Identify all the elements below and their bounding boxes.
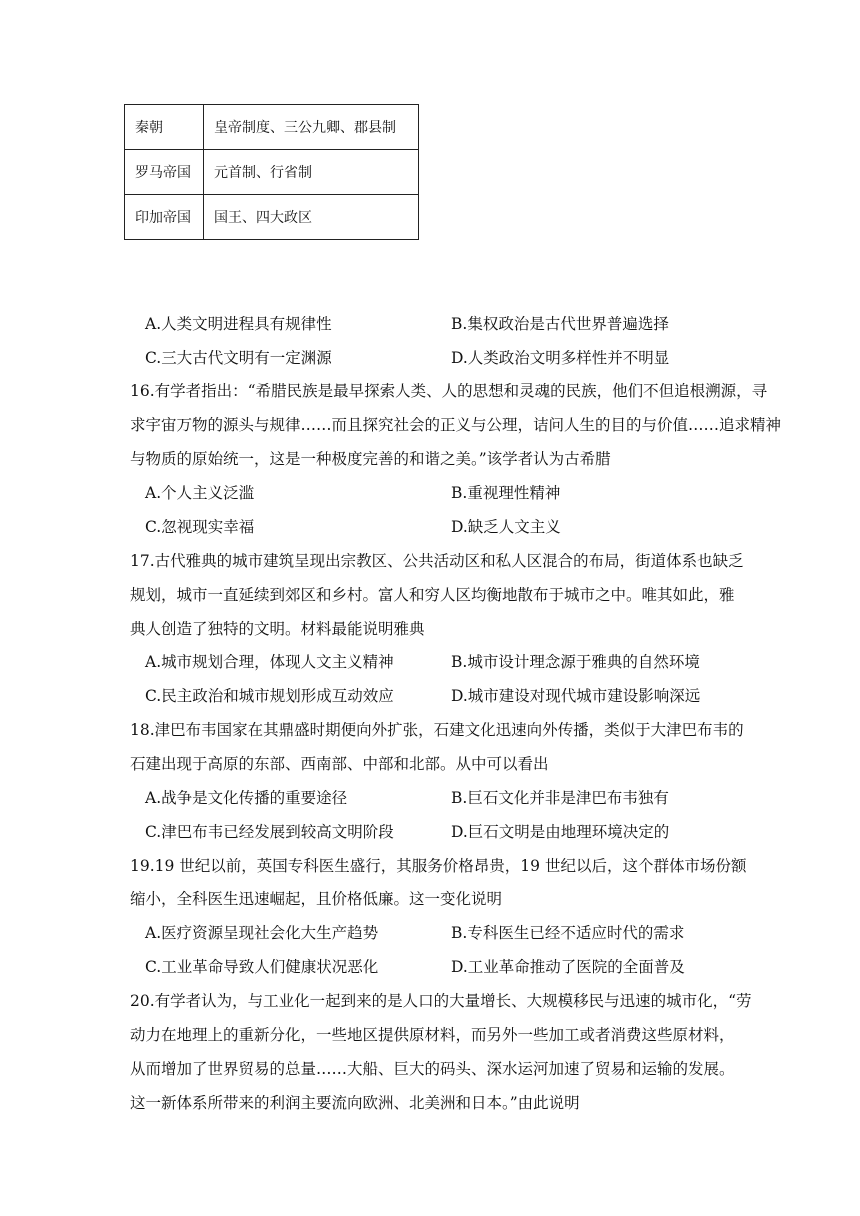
q16-stem-line: 与物质的原始统一，这是一种极度完善的和谐之美。”该学者认为古希腊 bbox=[130, 450, 611, 468]
q19-option-a: A.医疗资源呈现社会化大生产趋势 bbox=[145, 924, 379, 942]
q16-option-d: D.缺乏人文主义 bbox=[451, 518, 561, 536]
q19-stem-line: 缩小，全科医生迅速崛起，且价格低廉。这一变化说明 bbox=[130, 890, 503, 908]
q20-stem-line: 这一新体系所带来的利润主要流向欧洲、北美洲和日本。”由此说明 bbox=[130, 1094, 580, 1112]
dynasty-system-table bbox=[124, 104, 419, 240]
q15-option-d: D.人类政治文明多样性并不明显 bbox=[451, 349, 670, 367]
q17-stem-line: 规划，城市一直延续到郊区和乡村。富人和穷人区均衡地散布于城市之中。唯其如此，雅 bbox=[130, 586, 735, 604]
table-cell-desc: 皇帝制度、三公九卿、郡县制 bbox=[204, 105, 419, 150]
q17-option-c: C.民主政治和城市规划形成互动效应 bbox=[145, 687, 394, 705]
q17-stem-line: 典人创造了独特的文明。材料最能说明雅典 bbox=[130, 620, 425, 638]
q18-option-c: C.津巴布韦已经发展到较高文明阶段 bbox=[145, 823, 394, 841]
table-cell-name: 印加帝国 bbox=[125, 195, 204, 240]
q17-option-a: A.城市规划合理，体现人文主义精神 bbox=[145, 653, 394, 671]
table-cell-name: 罗马帝国 bbox=[125, 150, 204, 195]
q19-option-d: D.工业革命推动了医院的全面普及 bbox=[451, 958, 685, 976]
q18-stem-line: 石建出现于高原的东部、西南部、中部和北部。从中可以看出 bbox=[130, 755, 549, 773]
table-row bbox=[125, 105, 419, 150]
q18-option-b: B.巨石文化并非是津巴布韦独有 bbox=[451, 789, 669, 807]
q16-option-b: B.重视理性精神 bbox=[451, 484, 561, 502]
q16-option-c: C.忽视现实幸福 bbox=[145, 518, 255, 536]
q19-stem-line: 19.19 世纪以前，英国专科医生盛行，其服务价格昂贵，19 世纪以后，这个群体市场份额 bbox=[130, 857, 747, 875]
table-row bbox=[125, 150, 419, 195]
q20-stem-line: 从而增加了世界贸易的总量……大船、巨大的码头、深水运河加速了贸易和运输的发展。 bbox=[130, 1060, 735, 1078]
q16-option-a: A.个人主义泛滥 bbox=[145, 484, 255, 502]
table-cell-desc: 元首制、行省制 bbox=[204, 150, 419, 195]
table-cell-desc: 国王、四大政区 bbox=[204, 195, 419, 240]
q18-option-a: A.战争是文化传播的重要途径 bbox=[145, 789, 348, 807]
q17-stem-line: 17.古代雅典的城市建筑呈现出宗教区、公共活动区和私人区混合的布局，街道体系也缺乏 bbox=[130, 552, 744, 570]
q16-stem-line: 求宇宙万物的源头与规律……而且探究社会的正义与公理，诘问人生的目的与价值……追求精神 bbox=[130, 416, 782, 434]
q16-stem-line: 16.有学者指出：“希腊民族是最早探索人类、人的思想和灵魂的民族，他们不但追根溯源，寻 bbox=[130, 382, 768, 400]
q17-option-d: D.城市建设对现代城市建设影响深远 bbox=[451, 687, 701, 705]
table-row bbox=[125, 195, 419, 240]
q15-option-c: C.三大古代文明有一定渊源 bbox=[145, 349, 332, 367]
q19-option-b: B.专科医生已经不适应时代的需求 bbox=[451, 924, 685, 942]
q20-stem-line: 动力在地理上的重新分化，一些地区提供原材料，而另外一些加工或者消费这些原材料， bbox=[130, 1026, 735, 1044]
q18-option-d: D.巨石文明是由地理环境决定的 bbox=[451, 823, 670, 841]
q17-option-b: B.城市设计理念源于雅典的自然环境 bbox=[451, 653, 700, 671]
q19-option-c: C.工业革命导致人们健康状况恶化 bbox=[145, 958, 379, 976]
q15-option-a: A.人类文明进程具有规律性 bbox=[145, 315, 332, 333]
q15-option-b: B.集权政治是古代世界普遍选择 bbox=[451, 315, 669, 333]
table-cell-name: 秦朝 bbox=[125, 105, 204, 150]
q18-stem-line: 18.津巴布韦国家在其鼎盛时期便向外扩张，石建文化迅速向外传播，类似于大津巴布韦的 bbox=[130, 721, 744, 739]
q20-stem-line: 20.有学者认为，与工业化一起到来的是人口的大量增长、大规模移民与迅速的城市化，“劳 bbox=[130, 992, 752, 1010]
